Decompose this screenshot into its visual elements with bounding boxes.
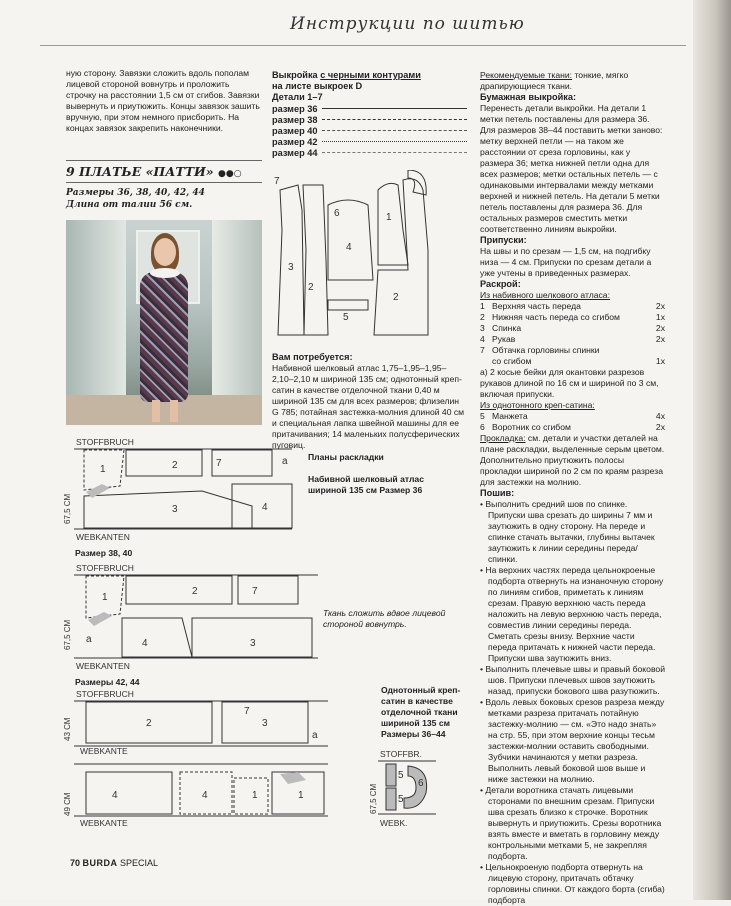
sewing-step: • Выполнить плечевые швы и правый боковой шов. Припуски плечевых швов заутюжить назад, припуски бокового шва разутюжить. [480,664,665,696]
intro-text [66,68,262,134]
model-photo [66,220,262,425]
legend-row: размер 36 [272,103,467,114]
cut-item: 6 Воротник со сгибом 2x [480,422,665,432]
layout-sizes-38-40: Размер 38, 40 [75,548,133,558]
fabrics-label: Рекомендуемые ткани: [480,70,573,80]
page-spine [693,0,731,900]
header-divider [40,45,686,46]
svg-text:3: 3 [250,638,256,649]
svg-text:5: 5 [398,770,404,781]
sewing-step: • На верхних частях переда цельнокроеные подборта отвернуть на изнаночную сторону по линиям сгибов, приметать к линиям срезам. Правую верхнюю часть переда наложить на левую верхнюю часть переда, совместив линии середины переда. Сметать срезы внизу. Верхние части переда притачать к нижней части переда. Припуски шва заутюжить вниз. [480,565,664,663]
dimension-label: 67,5 СМ [63,619,72,650]
legend-row: размер 42 [272,136,467,147]
svg-text:7: 7 [216,458,222,469]
selvage-label-2: WEBKANTE [80,818,128,828]
fold-label-short: STOFFBR. [380,749,422,759]
svg-text:1: 1 [100,464,106,475]
piece-label-5: 5 [343,312,349,323]
interfacing-text: см. детали и участки деталей на плане раскладки, выделенные серым цветом. Дополнительно приутюжить полосы прокладки шириной по 2 см по краям разреза для застежки на молнию. [480,433,665,487]
svg-text:4: 4 [202,790,208,801]
fold-label: STOFFBRUCH [76,689,134,699]
cutting-title: Раскрой: [480,279,521,289]
difficulty-indicator: ●●○ [217,169,242,179]
cutting-subtitle-1: Из набивного шелкового атласа: [480,290,610,300]
svg-text:5: 5 [398,794,404,805]
svg-text:2: 2 [172,460,178,471]
dimension-label: 67,5 СМ [63,493,72,524]
piece-label-1: 1 [386,212,392,223]
selvage-label: WEBKANTEN [76,661,130,671]
brand-name: BURDA [82,858,118,868]
svg-text:1: 1 [298,790,304,801]
length-line: Длина от талии 56 см. [66,200,193,210]
svg-text:4: 4 [262,502,268,513]
sewing-step: • Вдоль левых боковых срезов разреза между метками разреза притачать потайную застежку-молнию — см. «Это надо знать» на стр. 55, при этом верхние концы тесьм застежки-молнии оставить свободными. Зубчики начинаются у метки разреза. Выполнить левый боковой шов выше и ниже застежки на молнию. [480,697,665,784]
allowances-text: На швы и по срезам — 1,5 см, на подгибку низа — 4 см. Припуски по срезам детали а уже учтены в приведенных размерах. [480,246,652,278]
layout-note: Ткань сложить вдвое лицевой стороной вовнутрь. [323,608,446,629]
dress-title: 9 ПЛАТЬЕ «ПАТТИ» [66,164,214,179]
instructions-column [480,70,665,906]
layout-fabric2-block [381,685,481,740]
paper-text: Перенесть детали выкройки. На детали 1 метки петель поставлены для размера 36. Для размеров 38–44 поставить метки заново: метку верхней петли — на таком же расстоянии от среза горловины, как у размера 36; метка нижней петли одна для всех размеров; метки остальных петель — с одинаковыми интервалами между метками верхней и нижней петель. На детали 5 метки петель поставлены для размера 36. Для остальных размеров сместить метки соответственно линиям выкройки. [480,103,663,234]
svg-text:3: 3 [172,504,178,515]
layout-sizes-42-44: Размеры 42, 44 [75,677,140,687]
intro-paragraph: ную сторону. Завязки сложить вдоль пополам лицевой стороной вовнутрь и проложить строчку на расстоянии 1,5 см от сгибов. Завязки вывернуть и приутюжить. Концы завязок зашить вручную, при этом немного присборить. На концах завязок закрепить наконечники. [66,68,260,133]
cut-item: 4 Рукав 2x [480,334,665,344]
dimension-label-trim: 67,5 СМ [369,783,378,814]
selvage-label: WEBKANTEN [76,532,130,542]
selvage-label-short: WEBK. [380,818,408,828]
layout-plan-size-36 [62,436,302,546]
fabrics-text: тонкие, мягко драпирующиеся ткани. [480,70,629,91]
cutting-note: а) 2 косые бейки для окантовки разрезов рукавов длиной по 16 см и шириной по 3 см, включая припуски. [480,367,659,399]
sewing-step: • Цельнокроеную подборта отвернуть на лицевую сторону, притачать обтачку горловины спинки. От каждого борта (сгиба) подборта [480,862,665,905]
svg-text:2: 2 [146,718,152,729]
piece-label-7: 7 [274,176,280,187]
cut-item: 5 Манжета 4x [480,411,665,421]
cut-item: со сгибом 1x [492,356,665,366]
size-legend [272,103,467,158]
sewing-step: • Детали воротника стачать лицевыми сторонами по внешним срезам. Припуски шва срезать близко к строчке. Воротник вывернуть и приутюжить. Срезы воротника взять вместе и вметать в горловину между контрольными метками 5, не закрепляя подборта. [480,785,662,861]
cut-item: 3 Спинка 2x [480,323,665,333]
piece-label-2b: 2 [393,292,399,303]
requirements-title: Вам потребуется: [272,352,353,362]
piece-label-4: 4 [346,242,352,253]
dimension-label-49: 49 СМ [63,792,72,816]
pattern-details: Детали 1–7 [272,92,323,102]
cut-item: 2 Нижняя часть переда со сгибом 1x [480,312,665,322]
requirements-text: Набивной шелковый атлас 1,75–1,95–1,95–2,10–2,10 м шириной 135 см; однотонный креп-сатин в качестве отделочной ткани 0,40 м шириной 135 см для всех размеров; флизелин G 785; потайная застежка-молния длиной 40 см и специальная лапка швейной машины для ее притачивания; 14 маленьких полусферических пуговиц. [272,363,465,450]
dress-sizes [66,187,262,211]
layout-plan-size-38-40 [62,562,322,674]
piece-label-2: 2 [308,282,314,293]
cut-item: 7 Обтачка горловины спинки [480,345,600,355]
layout-fabric1: Набивной шелковый атлас шириной 135 см Размер 36 [308,474,424,495]
brand-sub: SPECIAL [120,858,159,868]
layout-plan-size-42-44 [62,688,332,830]
svg-text:3: 3 [262,718,268,729]
piece-label-6: 6 [334,208,340,219]
cutting-subtitle-2: Из однотонного креп-сатина: [480,400,595,410]
legend-row: размер 44 [272,147,467,158]
paper-title: Бумажная выкройка: [480,92,577,102]
selvage-label: WEBKANTE [80,746,128,756]
svg-text:a: a [86,634,92,645]
svg-text:1: 1 [102,592,108,603]
sewing-title: Пошив: [480,488,515,498]
pattern-title: Выкройка с черными контурами на листе выкроек D Детали 1–7 [272,70,421,102]
interfacing-label: Прокладка: [480,433,526,443]
svg-text:7: 7 [252,586,258,597]
cut-item: 1 Верхняя часть переда 2x [480,301,665,311]
svg-text:4: 4 [142,638,148,649]
svg-text:6: 6 [418,778,424,789]
page-number: 70 [70,858,81,868]
fold-label: STOFFBRUCH [76,563,134,573]
pattern-pieces-diagram [268,170,468,350]
dimension-label-43: 43 СМ [63,717,72,741]
page-footer [70,858,158,868]
svg-text:a: a [282,456,288,467]
allowances-title: Припуски: [480,235,527,245]
sizes-line: Размеры 36, 38, 40, 42, 44 [66,188,205,198]
layouts-title-block [308,452,458,496]
legend-row: размер 38 [272,114,467,125]
layout-plan-trim [368,748,448,828]
svg-text:4: 4 [112,790,118,801]
dress-title-bar [66,160,262,183]
piece-label-3: 3 [288,262,294,273]
svg-text:7: 7 [244,706,250,717]
svg-text:1: 1 [252,790,258,801]
layouts-title: Планы раскладки [308,452,384,462]
legend-row: размер 40 [272,125,467,136]
fold-label: STOFFBRUCH [76,437,134,447]
page-header: Инструкции по шитью [290,14,525,34]
layout-fabric2: Однотонный креп-сатин в качестве отделочной ткани шириной 135 см Размеры 36–44 [381,685,461,739]
sewing-step: • Выполнить средний шов по спинке. Припуски шва срезать до ширины 7 мм и заутюжить в одну сторону. На переде и спинке стачать вытачки, глубины вытачек заутюжить к линии середины переда/спинки. [480,499,655,564]
svg-text:2: 2 [192,586,198,597]
svg-text:a: a [312,730,318,741]
